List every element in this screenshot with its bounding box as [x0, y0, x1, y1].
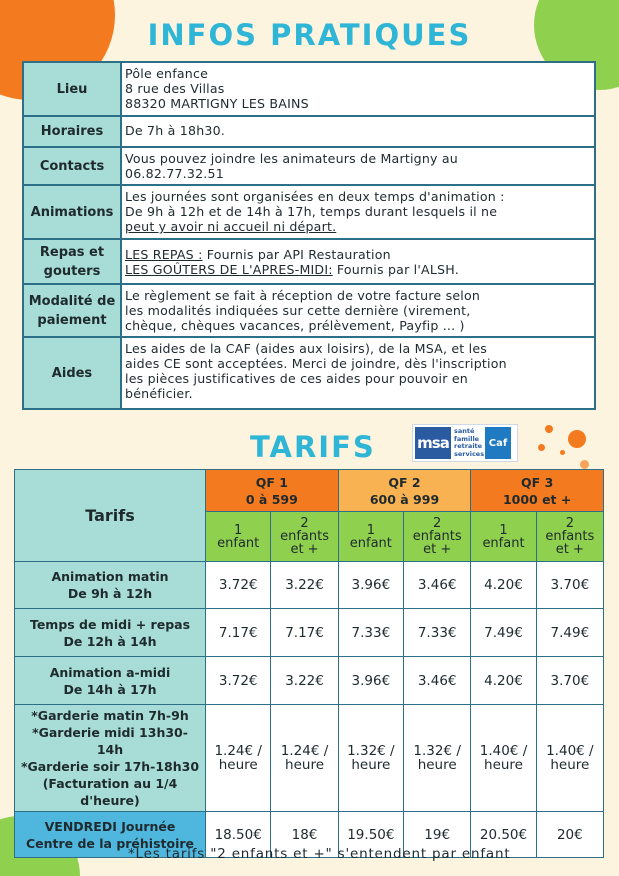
tarifs-title: TARIFS: [250, 430, 376, 464]
tarif-cell: 3.22€: [271, 657, 338, 705]
gouters-value: Fournis par l'ALSH.: [332, 262, 459, 277]
info-label: Modalité de paiement: [24, 285, 122, 336]
sub-line: 1: [234, 522, 243, 538]
info-row-paiement: [24, 285, 594, 338]
info-row-contacts: [24, 148, 594, 186]
tarif-row-label-line: d'heure): [80, 793, 140, 808]
tarif-cell: 19€: [404, 812, 471, 858]
msa-word: santé: [454, 427, 475, 435]
gouters-line: [125, 262, 591, 277]
info-table: [22, 61, 596, 410]
info-row-animations: [24, 186, 594, 240]
tarif-cell: 1.24€ / heure: [271, 705, 338, 812]
tarif-cell: 7.49€: [536, 609, 603, 657]
repas-label: LES REPAS :: [125, 247, 203, 262]
tarif-row-label-line: Animation matin: [51, 569, 169, 584]
qf-name: QF 1: [255, 474, 288, 490]
sub-line: 2: [433, 516, 442, 531]
qf-range: 1000 et +: [502, 491, 572, 507]
sub-line: 2: [565, 516, 574, 531]
tarif-cell: 3.72€: [206, 562, 271, 609]
decor-dot: [545, 425, 553, 433]
tarif-header-row: [15, 470, 604, 512]
sub-line: enfant: [217, 535, 260, 551]
msa-word: services: [454, 449, 485, 458]
tarif-cell: 3.22€: [271, 562, 338, 609]
tarif-row-label-line: *Garderie soir 17h-18h30: [20, 759, 200, 774]
tarif-row: [15, 657, 604, 705]
sub-two-children: [271, 512, 338, 562]
tarif-cell: 4.20€: [471, 562, 536, 609]
tarif-cell: 1.32€ / heure: [404, 705, 471, 812]
tarif-row: [15, 609, 604, 657]
info-row-horaires: [24, 117, 594, 148]
info-label: Horaires: [24, 117, 122, 146]
msa-logo: msa: [415, 427, 451, 459]
tarif-row-label: [15, 657, 206, 705]
tarif-row-label-line: *Garderie matin 7h-9h: [31, 708, 189, 723]
tarif-body: [15, 562, 604, 858]
tarif-cell: 7.17€: [206, 609, 271, 657]
tarif-cell: 20.50€: [471, 812, 536, 858]
msa-word: retraite: [454, 442, 483, 450]
tarif-cell: 4.20€: [471, 657, 536, 705]
tarif-cell: 7.33€: [404, 609, 471, 657]
sub-two-children: [536, 512, 603, 562]
info-row-lieu: [24, 63, 594, 117]
animations-underlined-text: peut y avoir ni accueil ni départ.: [125, 219, 337, 234]
info-row-repas: [24, 240, 594, 285]
info-label: Contacts: [24, 148, 122, 184]
tarif-row-label: [15, 609, 206, 657]
qf2-header: [338, 470, 471, 512]
tarif-cell: 3.46€: [404, 562, 471, 609]
qf-name: QF 3: [521, 474, 554, 490]
sub-line: 2: [300, 516, 309, 531]
tarif-row-label-line: VENDREDI Journée: [44, 818, 176, 834]
tarif-row-label-line: Centre de la préhistoire: [25, 835, 195, 851]
tarif-cell: 3.46€: [404, 657, 471, 705]
tarif-row-label-line: De 9h à 12h: [67, 586, 153, 601]
tarif-row: [15, 705, 604, 812]
sub-line: 1: [366, 522, 375, 538]
caf-logo: Caf: [485, 427, 511, 459]
tarif-cell: 20€: [536, 812, 603, 858]
info-value: [122, 240, 594, 283]
tarif-row-label-line: De 14h à 17h: [63, 681, 157, 697]
tarif-row-label-line: *Garderie midi 13h30-14h: [32, 725, 188, 757]
tarif-cell: 7.17€: [271, 609, 338, 657]
sub-line: et +: [290, 542, 319, 557]
animations-text: Les journées sont organisées en deux temps d'animation : De 9h à 12h et de 14h à 17h, temps durant lesquels il ne: [125, 189, 505, 219]
tarif-cell: 3.70€: [536, 562, 603, 609]
msa-caf-logo: [412, 424, 518, 462]
tarif-cell: 18.50€: [206, 812, 271, 858]
tarif-row-label: [15, 705, 206, 812]
qf1-header: [206, 470, 339, 512]
tarif-cell: 1.24€ / heure: [206, 705, 271, 812]
msa-word: famille: [454, 434, 480, 443]
sub-one-child: [471, 512, 536, 562]
repas-line: [125, 247, 591, 262]
decor-dot: [580, 460, 589, 469]
info-value: De 7h à 18h30.: [122, 117, 594, 146]
tarif-row: [15, 562, 604, 609]
info-row-aides: [24, 338, 594, 408]
sub-line: et +: [423, 542, 452, 557]
info-value: Les aides de la CAF (aides aux loisirs), de la MSA, et les aides CE sont acceptées. Merci de joindre, dès l'inscription les pièces justificatives de ces aides pour pouvoir en bénéficier.: [122, 338, 594, 408]
info-value: Vous pouvez joindre les animateurs de Martigny au 06.82.77.32.51: [122, 148, 594, 184]
sub-line: 1: [499, 522, 508, 538]
footnote: *Les tarifs "2 enfants et +" s'entendent par enfant: [128, 846, 511, 862]
tarif-row-label-line: Temps de midi + repas: [29, 616, 191, 632]
tarif-cell: 1.40€ / heure: [471, 705, 536, 812]
info-value: Le règlement se fait à réception de votre facture selon les modalités indiquées sur cette dernière (virement, chèque, chèques vacances, prélèvement, Payfip ... ): [122, 285, 594, 336]
sub-one-child: [338, 512, 403, 562]
sub-line: enfant: [349, 535, 392, 551]
tarif-cell: 7.33€: [338, 609, 403, 657]
tarif-row-label: [15, 562, 206, 609]
info-label: Repas et gouters: [24, 240, 122, 283]
sub-line: enfants: [280, 529, 329, 544]
tarif-cell: 1.32€ / heure: [338, 705, 403, 812]
repas-value: Fournis par API Restauration: [202, 247, 391, 262]
tarif-cell: 3.96€: [338, 657, 403, 705]
decor-dot: [560, 450, 565, 455]
msa-words: [451, 428, 485, 458]
qf3-header: [471, 470, 604, 512]
sub-line: enfants: [412, 529, 462, 544]
tarif-row-label-line: Animation a-midi: [49, 664, 171, 680]
tarif-cell: 3.96€: [338, 562, 403, 609]
tarif-table: [14, 469, 604, 858]
qf-range: 600 à 999: [369, 491, 440, 507]
info-label: Animations: [24, 186, 122, 238]
tarif-cell: 3.70€: [536, 657, 603, 705]
decor-dot: [538, 444, 545, 451]
qf-name: QF 2: [388, 474, 421, 490]
sub-two-children: [404, 512, 471, 562]
sub-line: enfants: [545, 529, 595, 544]
qf-range: 0 à 599: [245, 491, 298, 507]
info-label: Lieu: [24, 63, 122, 115]
tarif-cell: 3.72€: [206, 657, 271, 705]
info-value: [122, 186, 594, 238]
tarif-cell: 19.50€: [338, 812, 403, 858]
tarif-cell: 18€: [271, 812, 338, 858]
tarif-cell: 1.40€ / heure: [536, 705, 603, 812]
tarif-cell: 7.49€: [471, 609, 536, 657]
decor-dot: [568, 430, 586, 448]
info-value: Pôle enfance 8 rue des Villas 88320 MARTIGNY LES BAINS: [122, 63, 594, 115]
sub-line: enfant: [482, 535, 525, 551]
sub-one-child: [206, 512, 271, 562]
sub-line: et +: [555, 542, 584, 557]
tarif-corner: Tarifs: [15, 470, 206, 562]
gouters-label: LES GOÛTERS DE L'APRES-MIDI:: [125, 262, 333, 277]
info-label: Aides: [24, 338, 122, 408]
page-title: INFOS PRATIQUES: [147, 18, 472, 52]
tarif-row-label-line: De 12h à 14h: [63, 633, 157, 649]
tarif-row-label-line: (Facturation au 1/4: [42, 776, 178, 791]
